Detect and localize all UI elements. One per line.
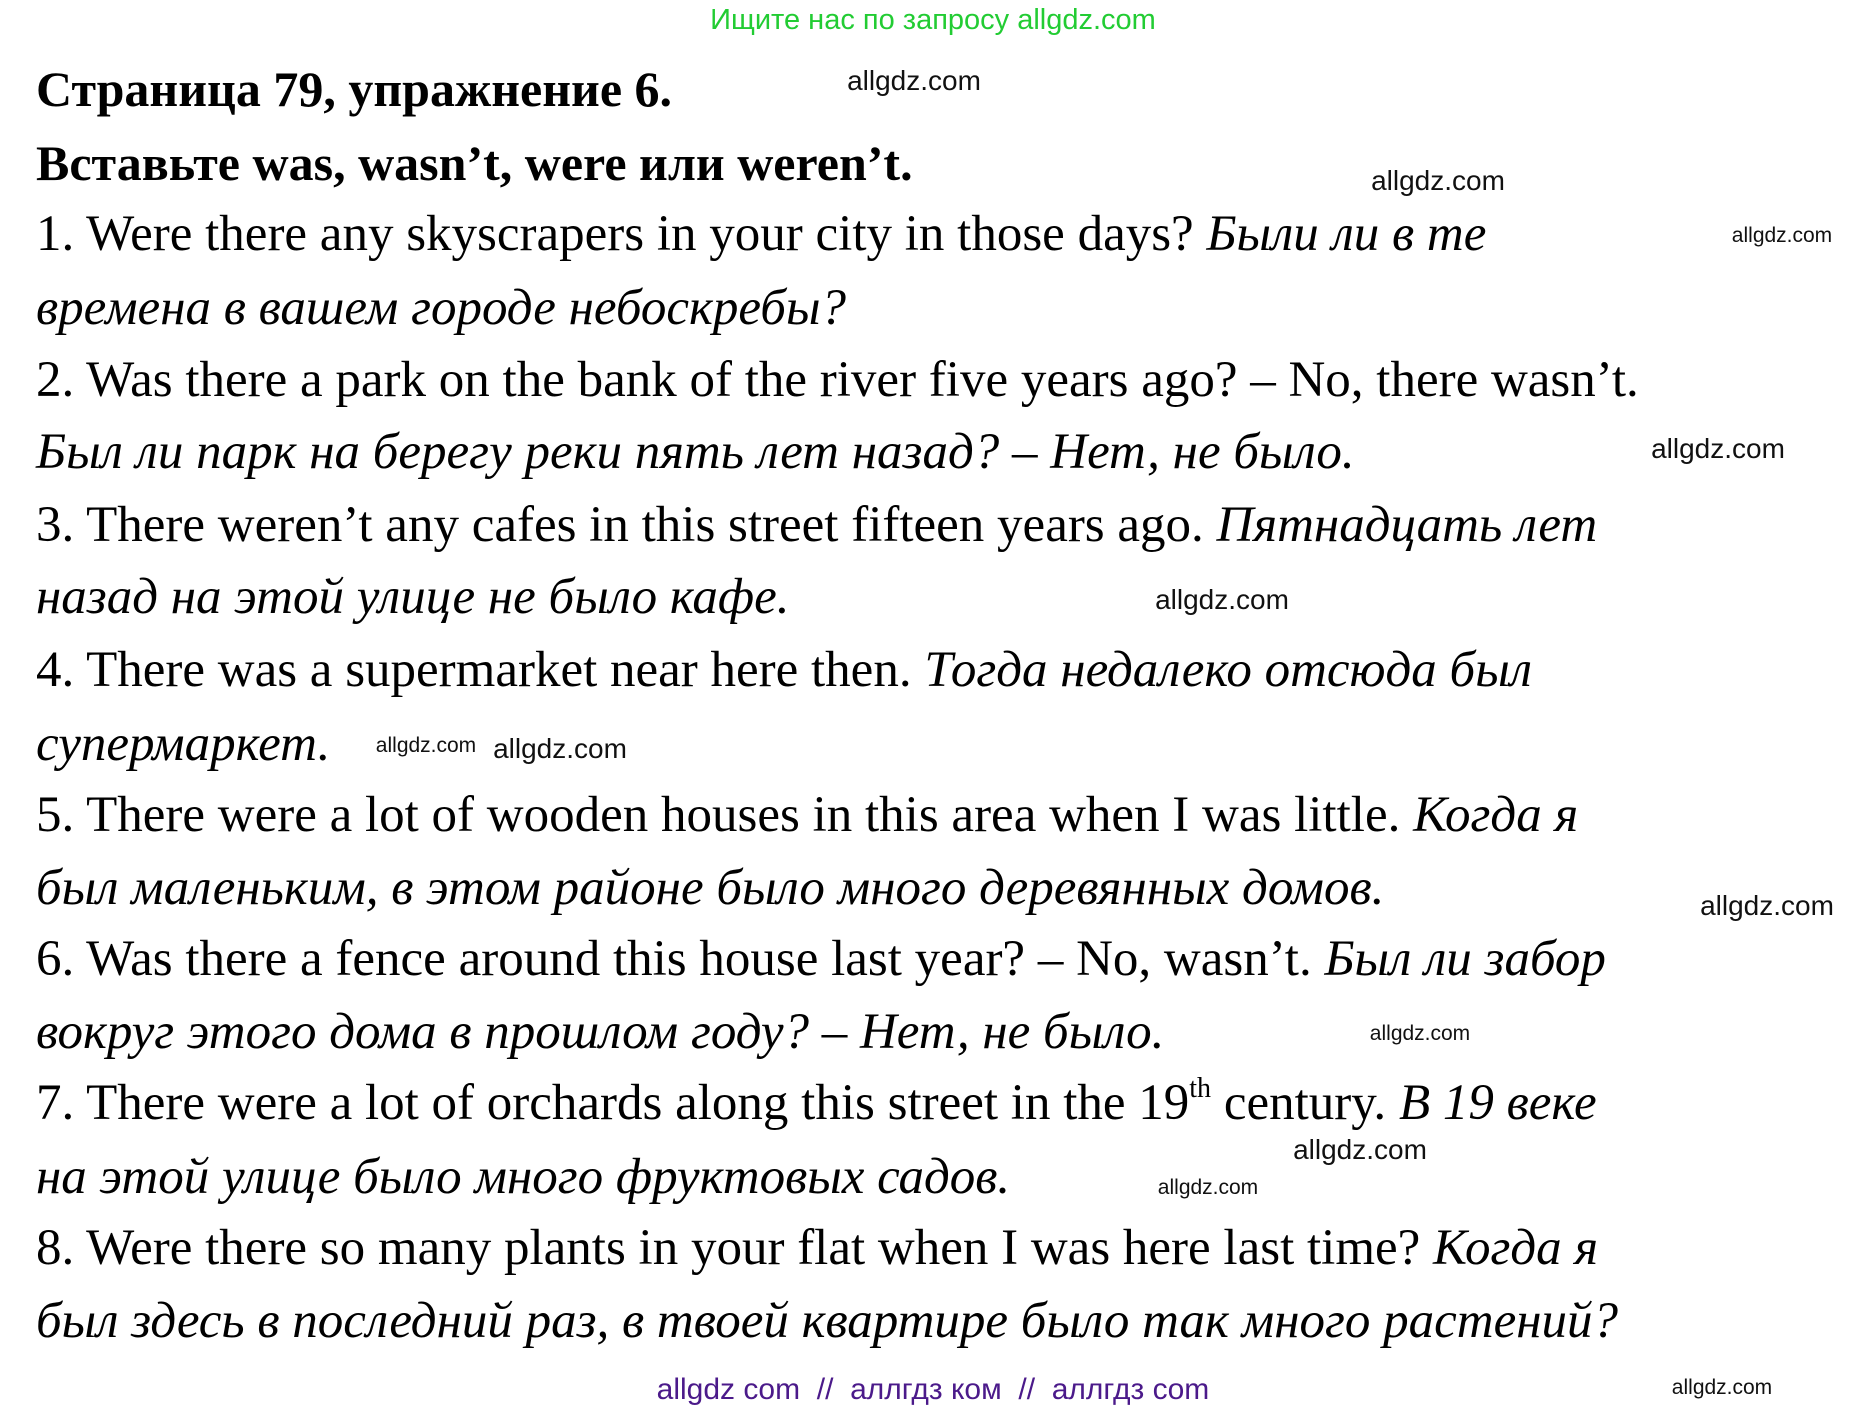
english-text: 7. There were a lot of orchards along this street in the 19 [36, 1075, 1190, 1131]
watermark: allgdz.com [493, 733, 627, 764]
exercise-line [36, 561, 790, 633]
watermark: allgdz.com [1700, 890, 1834, 921]
exercise-line [36, 416, 1355, 488]
watermark: allgdz.com [1293, 1134, 1427, 1165]
russian-translation: Пятнадцать лет [1216, 497, 1598, 553]
russian-translation: супермаркет. [36, 716, 331, 772]
exercise-line [36, 1067, 1597, 1139]
russian-translation: Был ли парк на берегу реки пять лет назад? – Нет, не было. [36, 424, 1355, 480]
russian-translation: Когда я [1413, 787, 1579, 843]
exercise-line [36, 852, 1384, 924]
russian-translation: был маленьким, в этом районе было много деревянных домов. [36, 860, 1385, 916]
english-text: 1. Were there any skyscrapers in your city in those days? [36, 206, 1207, 262]
exercise-line [36, 996, 1164, 1068]
watermark: allgdz.com [1371, 165, 1505, 196]
english-text: 8. Were there so many plants in your flat when I was here last time? [36, 1220, 1434, 1276]
english-text: 6. Was there a fence around this house last year? – No, wasn’t. [36, 931, 1325, 987]
russian-translation: на этой улице было много фруктовых садов. [36, 1149, 1011, 1205]
russian-translation: Были ли в те [1206, 206, 1487, 262]
russian-translation: времена в вашем городе небоскребы? [36, 280, 846, 336]
russian-translation: Тогда недалеко отсюда был [924, 642, 1532, 698]
watermark: allgdz.com [847, 65, 981, 96]
english-text: 4. There was a supermarket near here then. [36, 642, 925, 698]
russian-translation: назад на этой улице не было кафе. [36, 569, 790, 625]
exercise-line [36, 344, 1639, 416]
watermark: allgdz.com [1157, 1176, 1259, 1199]
exercise-line [36, 489, 1597, 561]
exercise-line [36, 634, 1532, 706]
watermark: allgdz.com [375, 734, 477, 757]
exercise-line [36, 923, 1606, 995]
exercise-line [36, 779, 1578, 851]
english-text: 3. There weren’t any cafes in this street fifteen years ago. [36, 497, 1217, 553]
english-text: 2. Was there a park on the bank of the river five years ago? – No, there wasn’t. [36, 352, 1639, 408]
superscript: th [1189, 1073, 1212, 1104]
russian-translation: В 19 веке [1398, 1075, 1597, 1131]
footer-links: allgdz com // аллгдз ком // аллгдз com [656, 1373, 1210, 1406]
exercise-line [36, 1141, 1010, 1213]
russian-translation: Был ли забор [1324, 931, 1606, 987]
task-instruction: Вставьте was, wasn’t, were или weren’t. [36, 135, 913, 191]
watermark: allgdz.com [1369, 1022, 1471, 1045]
russian-translation: вокруг этого дома в прошлом году? – Нет, не было. [36, 1004, 1165, 1060]
watermark: allgdz.com [1651, 433, 1785, 464]
page-title: Страница 79, упражнение 6. [36, 61, 673, 117]
english-text: century. [1211, 1075, 1399, 1131]
watermark: allgdz.com [1155, 584, 1289, 615]
exercise-line [36, 1212, 1598, 1284]
russian-translation: Когда я [1433, 1220, 1599, 1276]
watermark: allgdz.com [1731, 224, 1833, 247]
russian-translation: был здесь в последний раз, в твоей квартире было так много растений? [36, 1293, 1619, 1349]
exercise-line [36, 1285, 1618, 1357]
english-text: 5. There were a lot of wooden houses in this area when I was little. [36, 787, 1414, 843]
exercise-line [36, 708, 330, 780]
watermark: allgdz.com [1671, 1376, 1773, 1399]
exercise-line [36, 198, 1486, 270]
search-banner: Ищите нас по запросу allgdz.com [710, 4, 1156, 36]
exercise-line [36, 272, 846, 344]
